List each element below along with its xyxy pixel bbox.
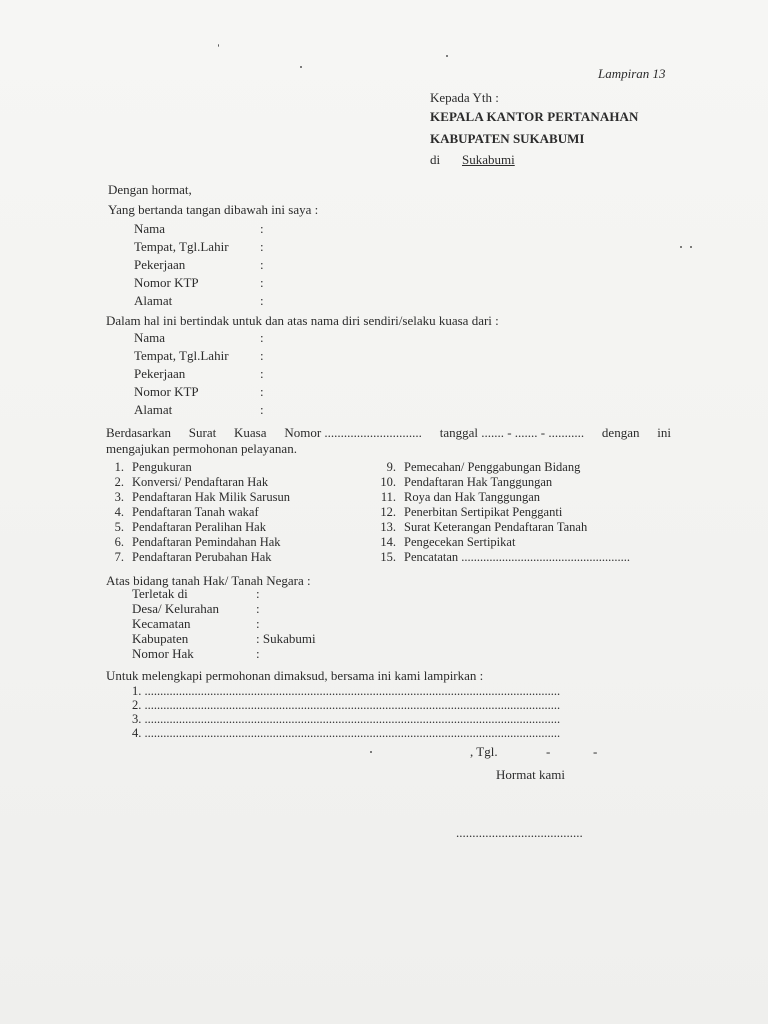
service-item: 9. Pemecahan/ Penggabungan Bidang xyxy=(386,460,581,474)
service-item: 7. Pendaftaran Perubahan Hak xyxy=(114,550,272,564)
principal-name-colon: : xyxy=(260,330,264,345)
attachment-line-4: 4. ..................................................................................................................................... xyxy=(132,726,561,740)
land-location-value: : xyxy=(256,586,260,601)
land-right-number-value: : xyxy=(256,646,260,661)
date-separator-1: - xyxy=(546,744,551,759)
service-item: 4. Pendaftaran Tanah wakaf xyxy=(114,505,259,519)
acting-on-behalf-text: Dalam hal ini bertindak untuk dan atas nama diri sendiri/selaku kuasa dari : xyxy=(106,313,499,328)
para-word-3: Kuasa xyxy=(234,425,267,440)
applicant-birth-label: Tempat, Tgl.Lahir xyxy=(134,239,229,254)
attachment-line-1: 1. ..................................................................................................................................... xyxy=(132,684,561,698)
principal-address-colon: : xyxy=(260,402,264,417)
service-item: 11. Roya dan Hak Tanggungan xyxy=(380,490,541,504)
attachment-line-2: 2. ..................................................................................................................................... xyxy=(132,698,561,712)
applicant-address-colon: : xyxy=(260,293,264,308)
letter-greeting: Dengan hormat, xyxy=(108,182,192,197)
para-word-6: dengan xyxy=(601,425,640,440)
land-district-label: Kecamatan xyxy=(132,616,191,631)
land-intro: Atas bidang tanah Hak/ Tanah Negara : xyxy=(106,573,311,588)
addressee-office-line2: KABUPATEN SUKABUMI xyxy=(430,131,585,146)
applicant-birth-colon: : xyxy=(260,239,264,254)
scan-speck xyxy=(218,44,219,47)
scan-speck xyxy=(370,751,372,753)
service-item: 5. Pendaftaran Peralihan Hak xyxy=(114,520,266,534)
applicant-job-colon: : xyxy=(260,257,264,272)
scan-speck xyxy=(690,246,692,248)
para-number-blank: Nomor .............................. xyxy=(284,425,422,440)
attachment-line-3: 3. ..................................................................................................................................... xyxy=(132,712,561,726)
attachment-number: Lampiran 13 xyxy=(598,66,666,81)
date-place-label: , Tgl. xyxy=(470,744,498,759)
land-regency-label: Kabupaten xyxy=(132,631,189,646)
service-item: 6. Pendaftaran Pemindahan Hak xyxy=(114,535,281,549)
para-word-1: Berdasarkan xyxy=(106,425,171,440)
land-village-label: Desa/ Kelurahan xyxy=(132,601,219,616)
applicant-intro: Yang bertanda tangan dibawah ini saya : xyxy=(108,202,319,217)
land-regency-value: : Sukabumi xyxy=(256,631,316,646)
power-of-attorney-line xyxy=(106,425,671,441)
land-village-value: : xyxy=(256,601,260,616)
applicant-ktp-colon: : xyxy=(260,275,264,290)
principal-ktp-label: Nomor KTP xyxy=(134,384,199,399)
principal-name-label: Nama xyxy=(134,330,166,345)
service-item: 1. Pengukuran xyxy=(114,460,192,474)
service-item: 13. Surat Keterangan Pendaftaran Tanah xyxy=(380,520,588,534)
service-item: 3. Pendaftaran Hak Milik Sarusun xyxy=(114,490,290,504)
addressee-salutation: Kepada Yth : xyxy=(430,90,499,105)
para-word-2: Surat xyxy=(188,425,217,440)
service-item: 14. Pengecekan Sertipikat xyxy=(380,535,516,549)
land-location-label: Terletak di xyxy=(132,586,188,601)
principal-job-label: Pekerjaan xyxy=(134,366,186,381)
scan-speck xyxy=(680,246,682,248)
scan-speck xyxy=(446,55,448,57)
addressee-at-label: di xyxy=(430,152,441,167)
applicant-name-colon: : xyxy=(260,221,264,236)
closing-regards: Hormat kami xyxy=(496,767,565,782)
para-date-blank: tanggal ....... - ....... - ........... xyxy=(439,425,585,440)
signature-line: ....................................... xyxy=(456,825,583,840)
principal-ktp-colon: : xyxy=(260,384,264,399)
applicant-ktp-label: Nomor KTP xyxy=(134,275,199,290)
date-separator-2: - xyxy=(593,744,598,759)
principal-address-label: Alamat xyxy=(134,402,173,417)
land-right-number-label: Nomor Hak xyxy=(132,646,194,661)
principal-birth-colon: : xyxy=(260,348,264,363)
land-district-value: : xyxy=(256,616,260,631)
service-item: 10. Pendaftaran Hak Tanggungan xyxy=(380,475,553,489)
addressee-city: Sukabumi xyxy=(462,152,515,167)
para-word-7: ini xyxy=(657,425,671,440)
applicant-name-label: Nama xyxy=(134,221,166,236)
applicant-address-label: Alamat xyxy=(134,293,173,308)
service-item: 2. Konversi/ Pendaftaran Hak xyxy=(114,475,269,489)
principal-job-colon: : xyxy=(260,366,264,381)
service-item: 15. Pencatatan ...................................................... xyxy=(380,550,631,564)
applicant-job-label: Pekerjaan xyxy=(134,257,186,272)
attachments-intro: Untuk melengkapi permohonan dimaksud, bersama ini kami lampirkan : xyxy=(106,668,484,683)
principal-birth-label: Tempat, Tgl.Lahir xyxy=(134,348,229,363)
scan-speck xyxy=(300,66,302,68)
service-item: 12. Penerbitan Sertipikat Pengganti xyxy=(380,505,563,519)
service-request-text: mengajukan permohonan pelayanan. xyxy=(106,441,297,456)
addressee-office-line1: KEPALA KANTOR PERTANAHAN xyxy=(430,109,639,124)
